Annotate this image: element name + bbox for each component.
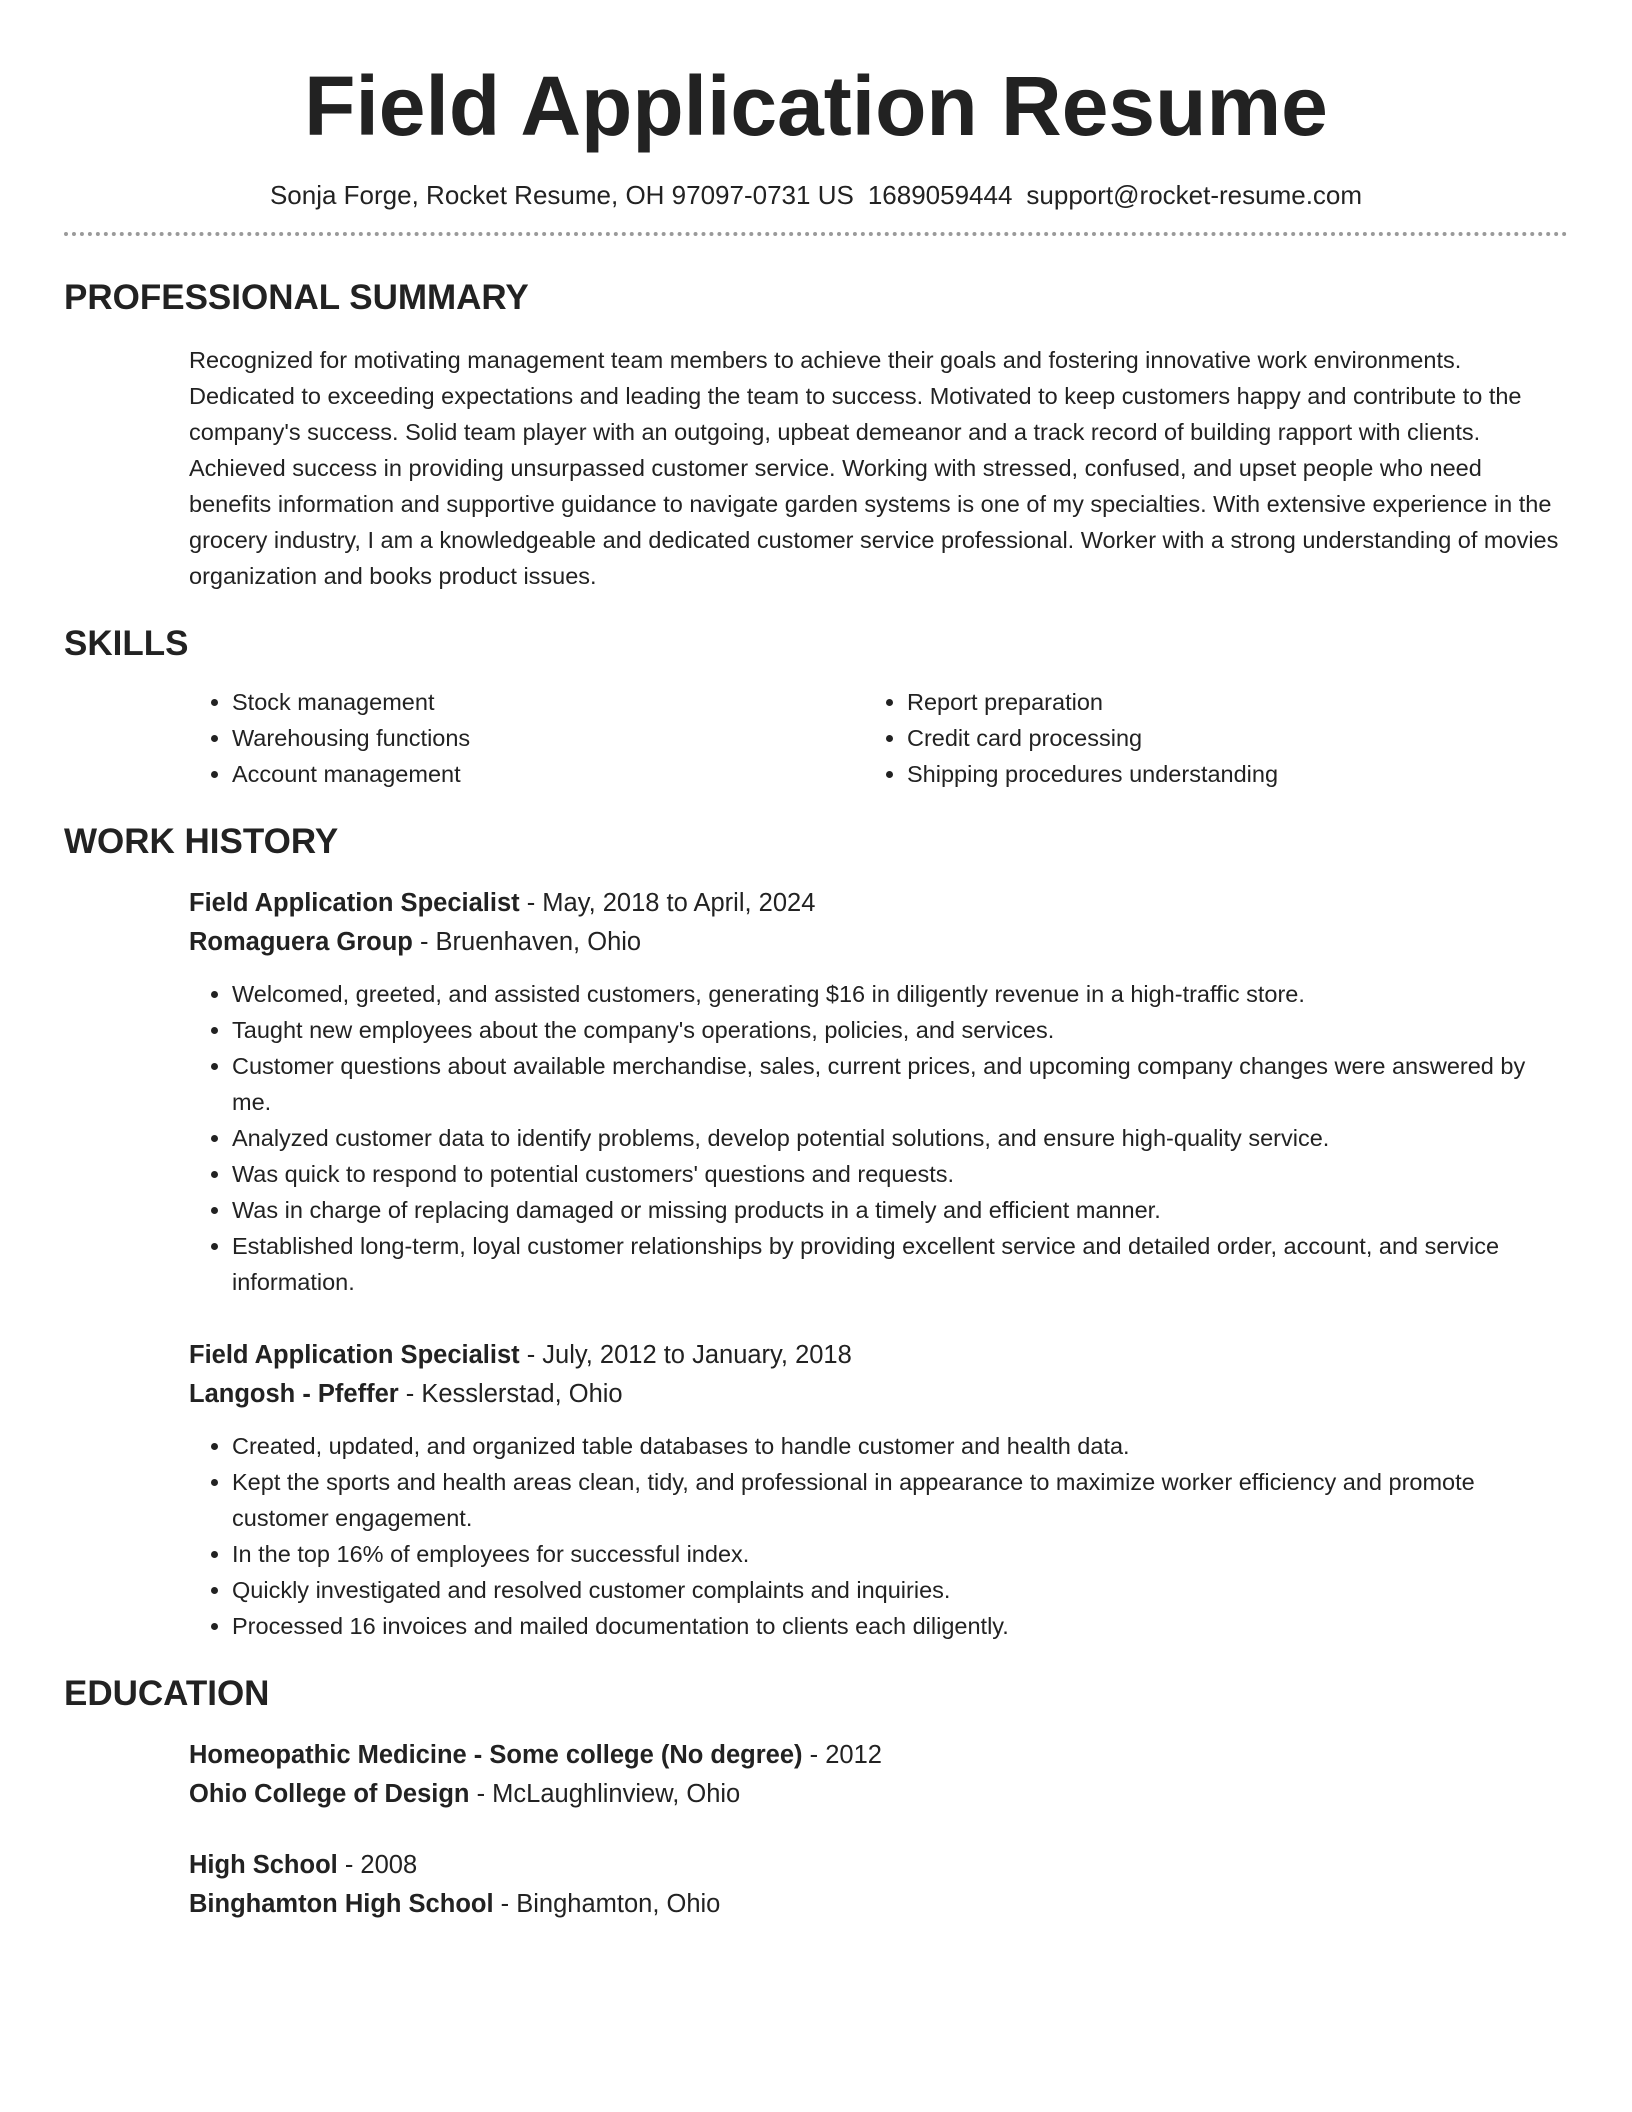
job-bullet: • Established long-term, loyal customer relationships by providing excellent service and detailed order, account, and service information. — [232, 1228, 1568, 1300]
education-year: - 2012 — [802, 1741, 882, 1769]
skill-item: • Credit card processing — [907, 720, 1539, 756]
summary-heading: PROFESSIONAL SUMMARY — [64, 278, 529, 317]
education-section — [64, 1672, 1568, 1924]
job-bullet: • Processed 16 invoices and mailed documentation to clients each diligently. — [232, 1608, 1568, 1644]
job-bullet: • Quickly investigated and resolved customer complaints and inquiries. — [232, 1572, 1568, 1608]
work-history-section — [64, 820, 1568, 1644]
education-school-line — [189, 1885, 1568, 1924]
job-location: - Kesslerstad, Ohio — [398, 1380, 623, 1408]
contact-phone: 1689059444 — [867, 180, 1013, 210]
job-dates: - May, 2018 to April, 2024 — [519, 889, 816, 917]
education-degree: Homeopathic Medicine - Some college (No degree) — [189, 1741, 803, 1769]
education-degree-line — [189, 1846, 1568, 1885]
job-bullet: • Analyzed customer data to identify problems, develop potential solutions, and ensure high-quality service. — [232, 1120, 1568, 1156]
job-company-line — [189, 923, 1568, 962]
job-location: - Bruenhaven, Ohio — [412, 928, 642, 956]
skill-item: • Account management — [232, 756, 864, 792]
skills-column-right — [864, 684, 1539, 792]
education-degree: High School — [189, 1851, 338, 1879]
job-company: Romaguera Group — [189, 928, 413, 956]
job-bullet: • Was in charge of replacing damaged or missing products in a timely and efficient manner. — [232, 1192, 1568, 1228]
job-bullets — [189, 976, 1568, 1300]
education-school: Ohio College of Design — [189, 1780, 470, 1808]
skills-section — [64, 622, 1568, 792]
header-divider — [64, 232, 1568, 236]
education-degree-line — [189, 1736, 1568, 1775]
job-company: Langosh - Pfeffer — [189, 1380, 399, 1408]
contact-line — [64, 178, 1568, 212]
job-bullet: • Welcomed, greeted, and assisted customers, generating $16 in diligently revenue in a high-traffic store. — [232, 976, 1568, 1012]
job-company-line — [189, 1375, 1568, 1414]
contact-email: support@rocket-resume.com — [1026, 180, 1363, 210]
skills-column-left — [189, 684, 864, 792]
resume-title: Field Application Resume — [304, 59, 1328, 153]
education-school-line — [189, 1775, 1568, 1814]
job-title-line — [189, 1336, 1568, 1375]
skills-list — [64, 684, 1568, 792]
job-entry — [64, 1336, 1568, 1644]
job-bullet: • Created, updated, and organized table databases to handle customer and health data. — [232, 1428, 1568, 1464]
education-heading: EDUCATION — [64, 1674, 270, 1713]
job-entry — [64, 884, 1568, 1300]
contact-address: Sonja Forge, Rocket Resume, OH 97097-0731 US — [269, 180, 854, 210]
skill-item: • Shipping procedures understanding — [907, 756, 1539, 792]
job-bullet: • Kept the sports and health areas clean, tidy, and professional in appearance to maximize worker efficiency and promote customer engagement. — [232, 1464, 1568, 1536]
job-bullets — [189, 1428, 1568, 1644]
education-entry — [64, 1846, 1568, 1924]
skill-item: • Report preparation — [907, 684, 1539, 720]
education-location: - Binghamton, Ohio — [493, 1890, 721, 1918]
work-history-heading: WORK HISTORY — [64, 822, 339, 861]
summary-text: Recognized for motivating management team members to achieve their goals and fostering innovative work environments. Dedicated to exceeding expectations and leading the team to success. Motivated to keep customers happy and contribute to the company's success. Solid team player with an outgoing, upbeat demeanor and a track record of building rapport with clients. Achieved success in providing unsurpassed customer service. Working with stressed, confused, and upset people who need benefits information and supportive guidance to navigate garden systems is one of my specialties. With extensive experience in the grocery industry, I am a knowledgeable and dedicated customer service professional. Worker with a strong understanding of movies organization and books product issues. — [189, 347, 1559, 589]
skill-item: • Stock management — [232, 684, 864, 720]
job-bullet: • Taught new employees about the company's operations, policies, and services. — [232, 1012, 1568, 1048]
job-bullet: • In the top 16% of employees for successful index. — [232, 1536, 1568, 1572]
education-year: - 2008 — [337, 1851, 418, 1879]
job-title: Field Application Specialist — [189, 1341, 520, 1369]
job-title-line — [189, 884, 1568, 923]
education-location: - McLaughlinview, Ohio — [469, 1780, 741, 1808]
education-school: Binghamton High School — [189, 1890, 494, 1918]
education-entry — [64, 1736, 1568, 1814]
job-bullet: • Customer questions about available merchandise, sales, current prices, and upcoming company changes were answered by me. — [232, 1048, 1568, 1120]
job-title: Field Application Specialist — [189, 889, 520, 917]
job-dates: - July, 2012 to January, 2018 — [519, 1341, 852, 1369]
job-bullet: • Was quick to respond to potential customers' questions and requests. — [232, 1156, 1568, 1192]
skill-item: • Warehousing functions — [232, 720, 864, 756]
skills-heading: SKILLS — [64, 624, 189, 663]
summary-section — [64, 276, 1568, 594]
